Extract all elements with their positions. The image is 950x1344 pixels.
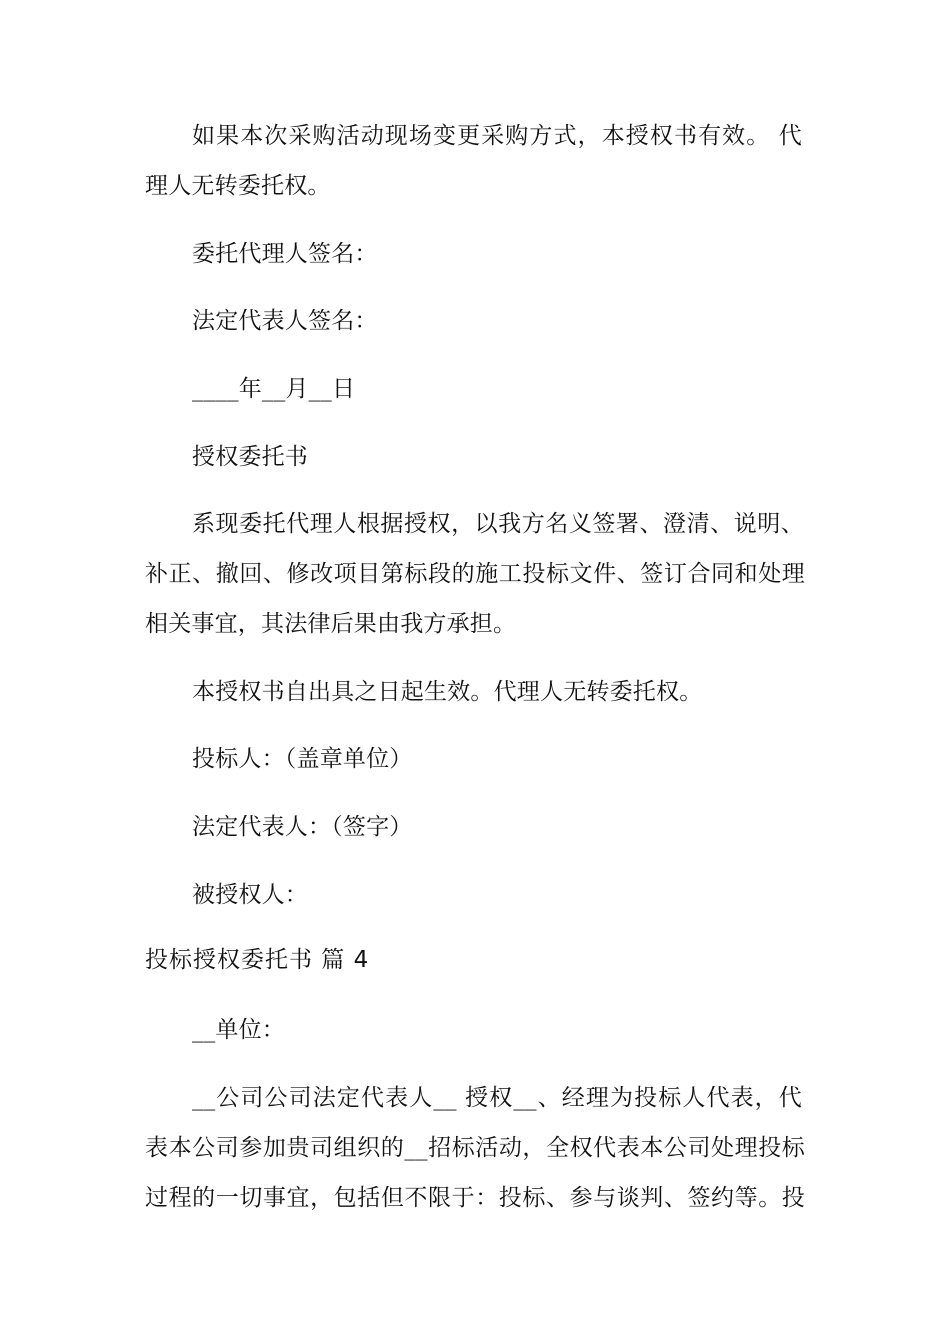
date-line: ____年__月__日 <box>192 376 356 402</box>
paragraph-line: 如果本次采购活动现场变更采购方式，本授权书有效。 代 <box>192 123 802 149</box>
paragraph-line: 系现委托代理人根据授权，以我方名义签署、澄清、说明、 <box>192 511 804 537</box>
section-title: 授权委托书 <box>192 444 308 470</box>
legal-rep-signature-label: 法定代表人签名： <box>192 308 378 334</box>
paragraph-line: 过程的一切事宜，包括但不限于：投标、参与谈判、签约等。投 <box>145 1185 805 1211</box>
bidder-label: 投标人：（盖章单位） <box>192 746 413 772</box>
authorized-person-label: 被授权人： <box>192 882 308 908</box>
paragraph-line: 本授权书自出具之日起生效。代理人无转委托权。 <box>192 679 703 705</box>
paragraph-line: 补正、撤回、修改项目第标段的施工投标文件、签订合同和处理 <box>145 561 805 587</box>
paragraph-line: 表本公司参加贵司组织的__招标活动，全权代表本公司处理投标 <box>145 1135 805 1161</box>
section-heading: 投标授权委托书 篇 4 <box>145 947 370 973</box>
paragraph-line: 理人无转委托权。 <box>145 173 331 199</box>
paragraph-line: 相关事宜，其法律后果由我方承担。 <box>145 611 517 637</box>
agent-signature-label: 委托代理人签名： <box>192 241 378 267</box>
paragraph-line: __公司公司法定代表人__ 授权__、经理为投标人代表，代 <box>192 1085 802 1111</box>
unit-label: __单位： <box>192 1017 285 1043</box>
legal-rep-label: 法定代表人：（签字） <box>192 814 413 840</box>
